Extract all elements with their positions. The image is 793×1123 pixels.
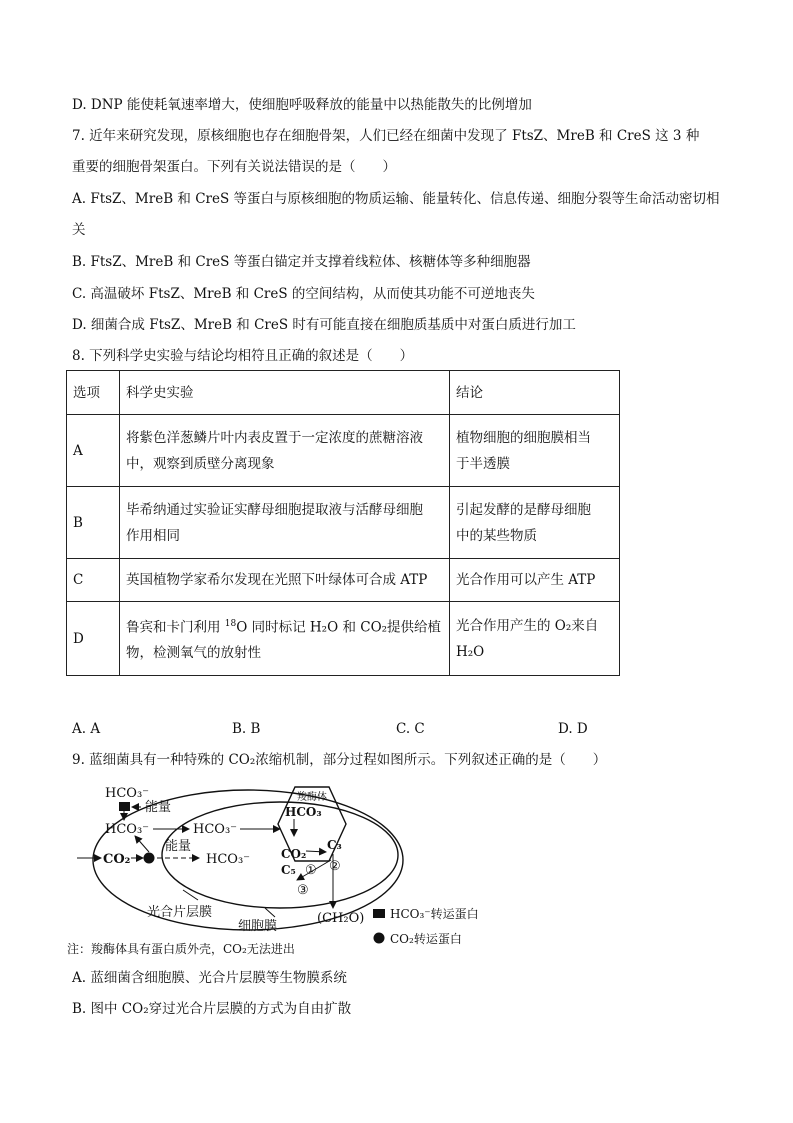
hco3-to-carboxysome-label: HCO₃⁻ bbox=[193, 822, 238, 837]
step-3-label: ③ bbox=[297, 883, 309, 898]
legend-co2-icon bbox=[374, 933, 385, 944]
table-header-row bbox=[67, 371, 620, 415]
energy-top-label: 能量 bbox=[145, 800, 172, 815]
row-experiment: 将紫色洋葱鳞片叶内表皮置于一定浓度的蔗糖溶液 中，观察到质壁分离现象 bbox=[120, 415, 450, 487]
table-row bbox=[67, 559, 620, 602]
q8-option-d: D. D bbox=[558, 721, 588, 737]
q7-option-c: C. 高温破坏 FtsZ、MreB 和 CreS 的空间结构，从而使其功能不可逆地丧失 bbox=[72, 286, 535, 302]
row-experiment: 鲁宾和卡门利用 $^{18}$O 同时标记 H₂O 和 CO₂提供给植 物，检测氧气的放射性 bbox=[120, 602, 450, 676]
table-row bbox=[67, 602, 620, 676]
thylakoid-ellipse bbox=[162, 802, 398, 908]
q7-option-a-line2: 关 bbox=[72, 222, 86, 238]
hco3-in-carboxysome-label: HCO₃ bbox=[285, 805, 322, 819]
hco3-top-label: HCO₃⁻ bbox=[105, 786, 150, 801]
row-conclusion: 光合作用产生的 O₂来自 H₂O bbox=[450, 602, 620, 676]
step-1-label: ① bbox=[305, 863, 317, 878]
diagram-note: 注：羧酶体具有蛋白质外壳，CO₂无法进出 bbox=[67, 942, 295, 956]
c5-label: C₅ bbox=[281, 863, 296, 877]
energy-bottom-label: 能量 bbox=[165, 839, 192, 854]
q6-option-d: D. DNP 能使耗氧速率增大，使细胞呼吸释放的能量中以热能散失的比例增加 bbox=[72, 97, 532, 113]
science-history-table bbox=[66, 370, 620, 676]
q7-stem-line2: 重要的细胞骨架蛋白。下列有关说法错误的是（ ） bbox=[72, 159, 396, 175]
hco3-mid-label: HCO₃⁻ bbox=[206, 852, 251, 867]
hco3-inner-left-label: HCO₃⁻ bbox=[105, 822, 150, 837]
co2-concentration-diagram bbox=[65, 780, 495, 960]
row-experiment: 英国植物学家希尔发现在光照下叶绿体可合成 ATP bbox=[120, 559, 450, 602]
q7-option-b: B. FtsZ、MreB 和 CreS 等蛋白锚定并支撑着线粒体、核糖体等多种细胞器 bbox=[72, 254, 531, 270]
legend-co2-label: CO₂转运蛋白 bbox=[390, 932, 462, 946]
q9-option-b: B. 图中 CO₂穿过光合片层膜的方式为自由扩散 bbox=[72, 1001, 352, 1017]
q9-stem: 9. 蓝细菌具有一种特殊的 CO₂浓缩机制，部分过程如图所示。下列叙述正确的是（ ） bbox=[72, 752, 607, 768]
thylakoid-membrane-label: 光合片层膜 bbox=[147, 905, 213, 920]
q8-option-b: B. B bbox=[232, 721, 261, 737]
co2-transporter-icon bbox=[144, 853, 155, 864]
step-2-label: ② bbox=[329, 859, 341, 874]
co2-left-label: CO₂ bbox=[103, 852, 131, 867]
header-option: 选项 bbox=[67, 371, 120, 415]
q7-stem-line1: 7. 近年来研究发现，原核细胞也存在细胞骨架，人们已经在细菌中发现了 FtsZ、MreB 和 CreS 这 3 种 bbox=[72, 128, 700, 144]
row-conclusion: 光合作用可以产生 ATP bbox=[450, 559, 620, 602]
c3-label: C₃ bbox=[327, 838, 342, 852]
carboxysome-label: 羧酶体 bbox=[297, 792, 327, 803]
row-option: B bbox=[67, 487, 120, 559]
q7-option-a-line1: A. FtsZ、MreB 和 CreS 等蛋白与原核细胞的物质运输、能量转化、信息传递、细胞分裂等生命活动密切相 bbox=[72, 191, 720, 207]
q8-option-c: C. C bbox=[396, 721, 425, 737]
ch2o-label: (CH₂O) bbox=[317, 911, 365, 926]
hco3-transporter-icon bbox=[119, 802, 130, 811]
header-conclusion: 结论 bbox=[450, 371, 620, 415]
q8-stem: 8. 下列科学史实验与结论均相符且正确的叙述是（ ） bbox=[72, 348, 414, 364]
header-experiment: 科学史实验 bbox=[120, 371, 450, 415]
q8-option-a: A. A bbox=[72, 721, 101, 737]
legend-hco3-icon bbox=[373, 909, 385, 918]
row-conclusion: 植物细胞的细胞膜相当 于半透膜 bbox=[450, 415, 620, 487]
co2-in-carboxysome-label: CO₂ bbox=[281, 847, 307, 861]
q7-option-d: D. 细菌合成 FtsZ、MreB 和 CreS 时有可能直接在细胞质基质中对蛋白质进行加工 bbox=[72, 317, 576, 333]
q9-option-a: A. 蓝细菌含细胞膜、光合片层膜等生物膜系统 bbox=[72, 970, 347, 986]
table-row bbox=[67, 415, 620, 487]
row-experiment: 毕希纳通过实验证实酵母细胞提取液与活酵母细胞 作用相同 bbox=[120, 487, 450, 559]
row-option: D bbox=[67, 602, 120, 676]
cell-membrane-label: 细胞膜 bbox=[238, 919, 278, 934]
row-option: A bbox=[67, 415, 120, 487]
legend-hco3-label: HCO₃⁻转运蛋白 bbox=[390, 907, 479, 921]
row-option: C bbox=[67, 559, 120, 602]
table-row bbox=[67, 487, 620, 559]
row-conclusion: 引起发酵的是酵母细胞 中的某些物质 bbox=[450, 487, 620, 559]
